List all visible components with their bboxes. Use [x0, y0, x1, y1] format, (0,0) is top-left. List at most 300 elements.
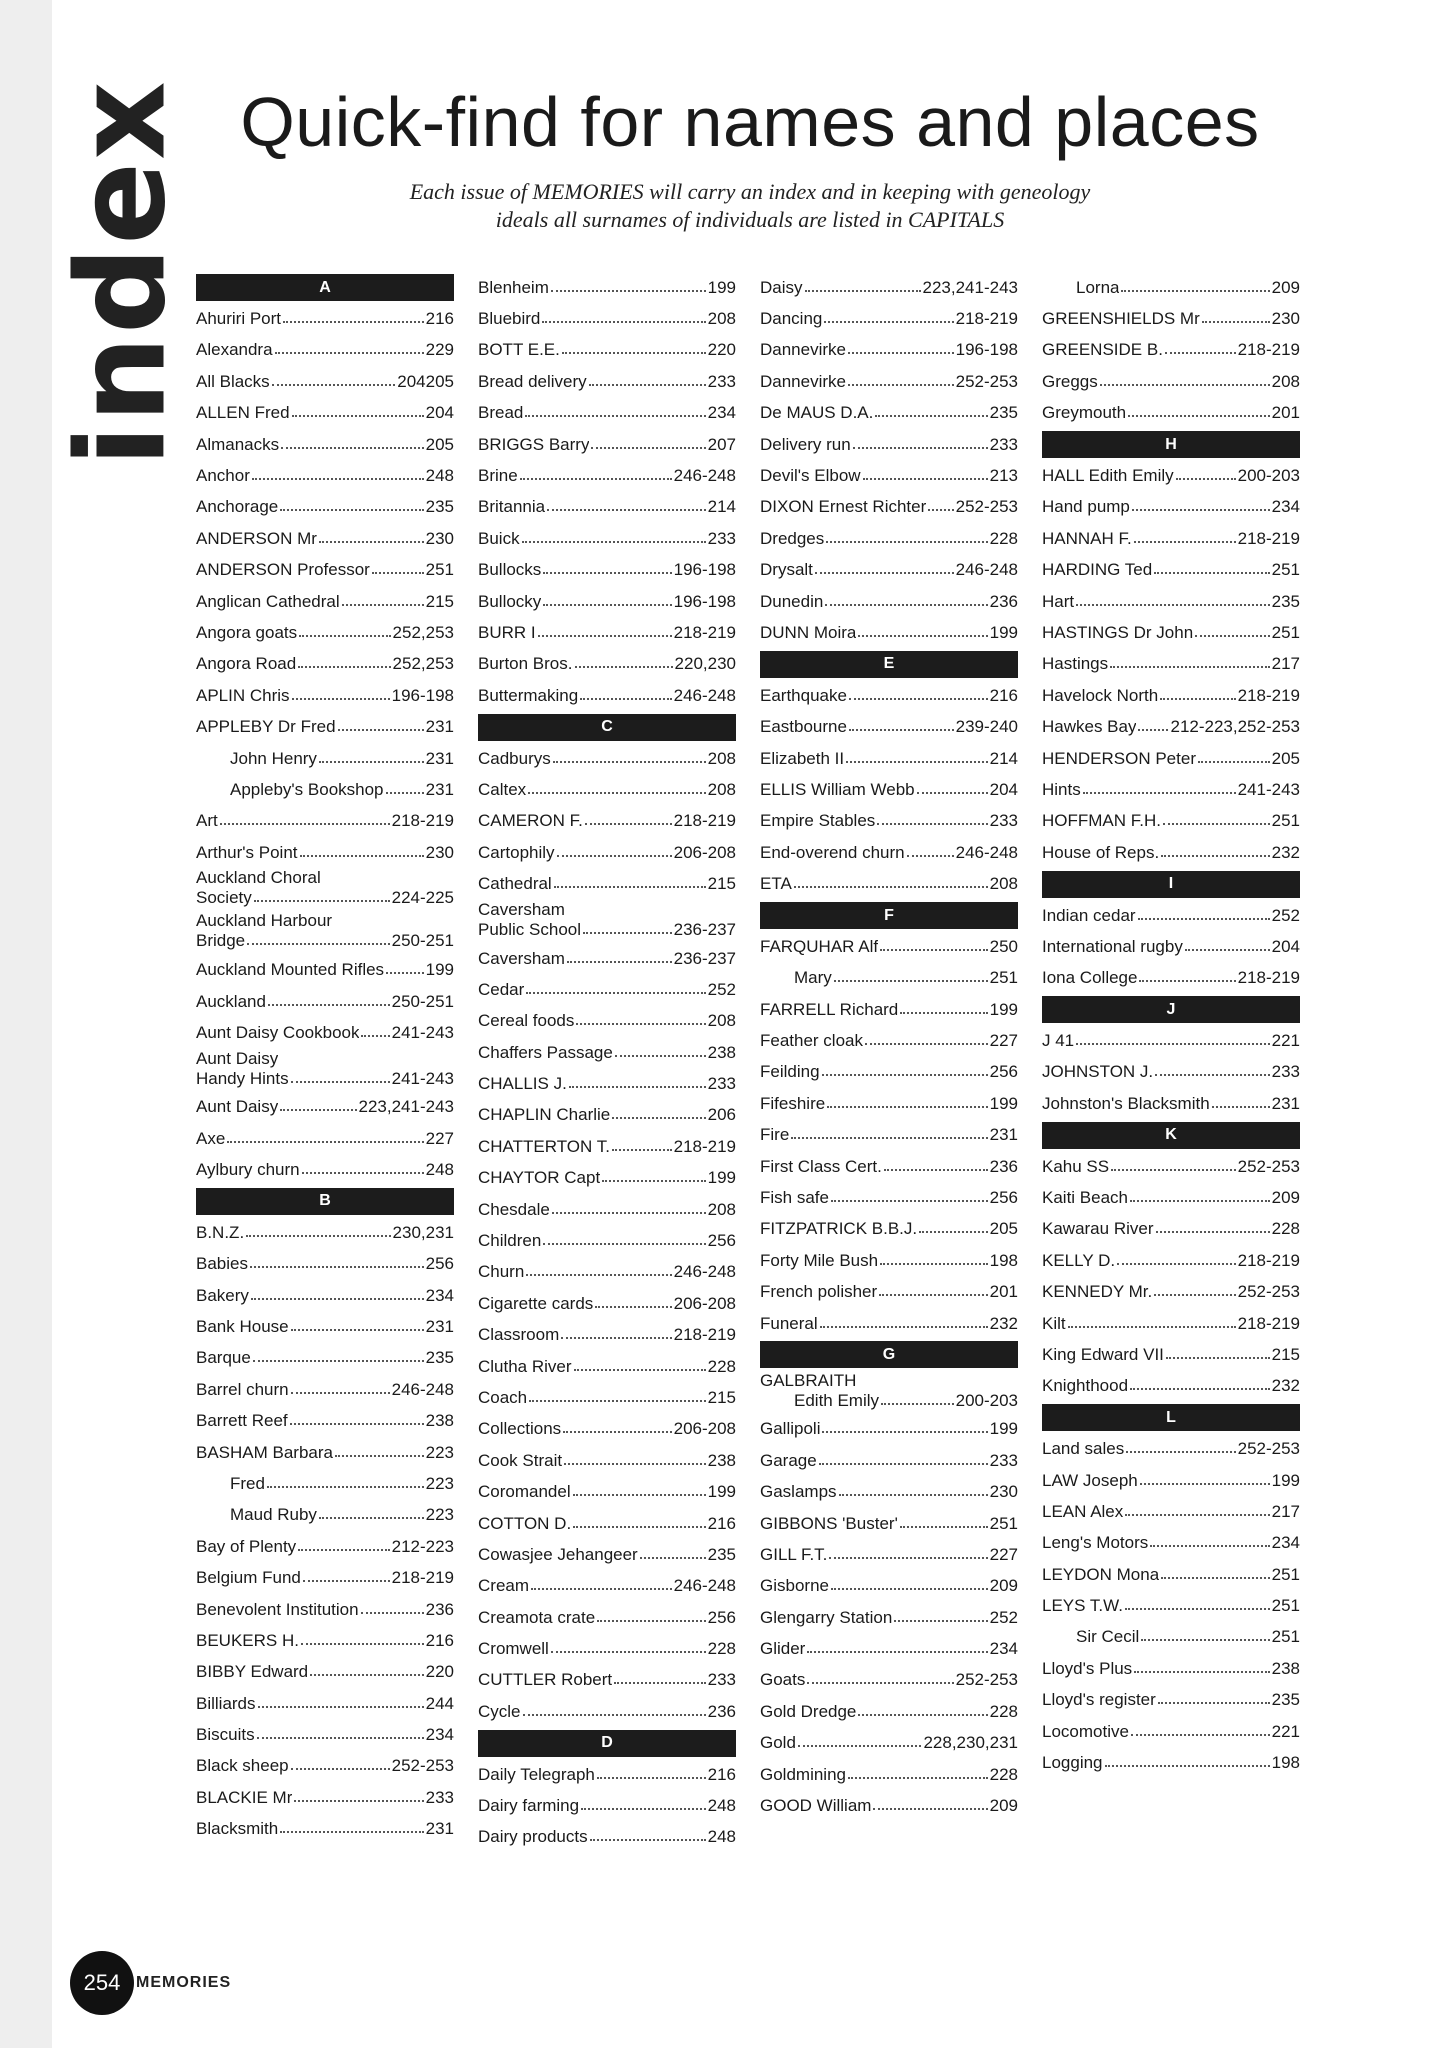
- entry-name: Feilding: [760, 1062, 820, 1082]
- index-entry: [478, 1100, 736, 1131]
- index-entry: [1042, 617, 1300, 648]
- entry-page: 229: [425, 340, 454, 360]
- letter-header: [1042, 994, 1300, 1025]
- entry-name: Hart: [1042, 591, 1075, 611]
- entry-page: 212-223: [391, 1536, 454, 1556]
- dot-leader: [1125, 1608, 1270, 1610]
- entry-page: 252-253: [1237, 1439, 1300, 1459]
- entry-page: 252-253: [955, 371, 1018, 391]
- dot-leader: [875, 415, 987, 417]
- dot-leader: [1161, 855, 1269, 857]
- index-entry: [1042, 1308, 1300, 1339]
- entry-name: Hints: [1042, 779, 1081, 799]
- entry-name: Cedar: [478, 979, 525, 999]
- entry-name: LEAN Alex: [1042, 1501, 1124, 1521]
- entry-name: Coromandel: [478, 1482, 571, 1502]
- index-entry: [478, 1476, 736, 1507]
- dot-leader: [879, 1294, 987, 1296]
- index-entry: [478, 586, 736, 617]
- entry-page: 251: [1271, 1564, 1300, 1584]
- dot-leader: [551, 290, 706, 292]
- entry-name: Elizabeth II: [760, 748, 845, 768]
- entry-name: JOHNSTON J.: [1042, 1062, 1154, 1082]
- dot-leader: [275, 352, 424, 354]
- index-entry: [478, 1665, 736, 1696]
- entry-name: Hand pump: [1042, 497, 1130, 517]
- entry-continuation: [478, 920, 736, 940]
- entry-page: 218-219: [1237, 528, 1300, 548]
- index-entry: [478, 1163, 736, 1194]
- entry-page: 233: [707, 1670, 736, 1690]
- entry-page: 215: [425, 591, 454, 611]
- index-entry: [760, 1245, 1018, 1276]
- entry-page: 230: [425, 528, 454, 548]
- entry-name: Gallipoli: [760, 1419, 821, 1439]
- index-entry: [478, 555, 736, 586]
- entry-name: Dannevirke: [760, 340, 846, 360]
- dot-leader: [1068, 1326, 1236, 1328]
- entry-subname: Edith Emily: [794, 1390, 880, 1410]
- index-entry: [1042, 680, 1300, 711]
- index-entry: [760, 1790, 1018, 1821]
- index-entry: [478, 943, 736, 974]
- entry-page: 208: [1271, 371, 1300, 391]
- dot-leader: [268, 1004, 390, 1006]
- index-entry: [1042, 931, 1300, 962]
- entry-name: Gold Dredge: [760, 1701, 857, 1721]
- dot-leader: [1110, 666, 1269, 668]
- dot-leader: [564, 1463, 706, 1465]
- entry-page: 233: [989, 1450, 1018, 1470]
- dot-leader: [917, 792, 988, 794]
- dot-leader: [881, 1403, 954, 1405]
- entry-name: Havelock North: [1042, 685, 1159, 705]
- index-entry: [760, 586, 1018, 617]
- index-entry: [196, 1719, 454, 1750]
- entry-page: 216: [425, 309, 454, 329]
- dot-leader: [602, 1180, 705, 1182]
- entry-page: 199: [707, 1168, 736, 1188]
- dot-leader: [884, 1169, 988, 1171]
- entry-name: Burton Bros.: [478, 654, 573, 674]
- index-entry: [478, 366, 736, 397]
- entry-page: 206-208: [673, 1419, 736, 1439]
- letter-header: [196, 272, 454, 303]
- index-entry: [196, 492, 454, 523]
- entry-page: 235: [1271, 591, 1300, 611]
- index-entry: [478, 398, 736, 429]
- dot-leader: [848, 1777, 988, 1779]
- dot-leader: [280, 1109, 356, 1111]
- entry-page: 199: [989, 622, 1018, 642]
- index-entry: [478, 460, 736, 491]
- index-entry: [478, 1225, 736, 1256]
- entry-name: Cowasjee Jehangeer: [478, 1544, 638, 1564]
- entry-name: Land sales: [1042, 1439, 1125, 1459]
- entry-name: Ahuriri Port: [196, 309, 282, 329]
- entry-page: 217: [1271, 1501, 1300, 1521]
- index-entry: [1042, 460, 1300, 491]
- index-entry: [196, 523, 454, 554]
- dot-leader: [529, 1400, 705, 1402]
- entry-name: Lorna: [1076, 277, 1120, 297]
- entry-page: 252,253: [392, 622, 454, 642]
- index-entry: [1042, 1496, 1300, 1527]
- index-entry: [1042, 1339, 1300, 1370]
- dot-leader: [815, 572, 954, 574]
- entry-page: 204205: [397, 371, 454, 391]
- entry-name: BOTT E.E.: [478, 340, 560, 360]
- index-entry: [478, 1571, 736, 1602]
- dot-leader: [299, 635, 390, 637]
- dot-leader: [542, 321, 705, 323]
- index-column-2: [478, 272, 736, 1853]
- dot-leader: [831, 1200, 988, 1202]
- entry-name: Kawarau River: [1042, 1219, 1154, 1239]
- entry-page: 209: [989, 1576, 1018, 1596]
- entry-page: 252-253: [1237, 1156, 1300, 1176]
- entry-name: Glengarry Station: [760, 1607, 893, 1627]
- index-entry: [196, 1217, 454, 1248]
- letter-header: [760, 1339, 1018, 1370]
- entry-name: LEYS T.W.: [1042, 1596, 1123, 1616]
- entry-page: 232: [989, 1313, 1018, 1333]
- dot-leader: [531, 1588, 672, 1590]
- entry-page: 238: [707, 1042, 736, 1062]
- index-entry: [196, 617, 454, 648]
- dot-leader: [319, 761, 424, 763]
- entry-page: 236: [989, 591, 1018, 611]
- entry-name: Creamota crate: [478, 1607, 596, 1627]
- entry-name: Classroom: [478, 1325, 560, 1345]
- index-entry: [760, 1571, 1018, 1602]
- entry-subname: Handy Hints: [196, 1068, 289, 1088]
- dot-leader: [543, 1243, 705, 1245]
- entry-name: Brine: [478, 466, 518, 486]
- index-entry: [478, 1351, 736, 1382]
- index-entry: [1042, 963, 1300, 994]
- entry-page: 207: [707, 434, 736, 454]
- index-entry: [196, 1751, 454, 1782]
- entry-page: 238: [1271, 1658, 1300, 1678]
- entry-page: 232: [1271, 1376, 1300, 1396]
- entry-name: French polisher: [760, 1282, 878, 1302]
- entry-page: 227: [425, 1128, 454, 1148]
- dot-leader: [291, 1081, 390, 1083]
- entry-name: Cream: [478, 1576, 530, 1596]
- dot-leader: [612, 1149, 672, 1151]
- dot-leader: [522, 541, 706, 543]
- dot-leader: [858, 635, 987, 637]
- entry-name: BEUKERS H.: [196, 1630, 299, 1650]
- entry-page: 251: [1271, 811, 1300, 831]
- index-entry: [196, 1594, 454, 1625]
- index-entry: [1042, 272, 1300, 303]
- dot-leader: [597, 1620, 705, 1622]
- entry-name: Greggs: [1042, 371, 1098, 391]
- entry-name: Garage: [760, 1450, 817, 1470]
- index-entry: [1042, 1622, 1300, 1653]
- entry-name: ANDERSON Professor: [196, 560, 370, 580]
- index-entry: [760, 1539, 1018, 1570]
- entry-page: 218-219: [673, 1325, 736, 1345]
- entry-page: 223: [425, 1473, 454, 1493]
- index-entry: [760, 868, 1018, 899]
- index-entry: [478, 1006, 736, 1037]
- index-entry: [196, 1562, 454, 1593]
- entry-page: 233: [425, 1787, 454, 1807]
- index-entry: [478, 1508, 736, 1539]
- entry-name: Auckland: [196, 991, 266, 1011]
- entry-name: Bullocks: [478, 560, 542, 580]
- entry-name: COTTON D.: [478, 1513, 572, 1533]
- index-entry: [760, 1445, 1018, 1476]
- entry-page: 234: [989, 1639, 1018, 1659]
- entry-name: FARQUHAR Alf: [760, 936, 879, 956]
- index-entry: [1042, 1716, 1300, 1747]
- entry-page: 227: [989, 1544, 1018, 1564]
- subtitle-line-1: Each issue of MEMORIES will carry an index and in keeping with geneology: [409, 179, 1091, 204]
- entry-name: BLACKIE Mr: [196, 1787, 293, 1807]
- entry-page: 248: [425, 466, 454, 486]
- dot-leader: [831, 1588, 988, 1590]
- entry-page: 252,253: [392, 654, 454, 674]
- dot-leader: [580, 698, 671, 700]
- dot-leader: [301, 1643, 424, 1645]
- dot-leader: [298, 1549, 389, 1551]
- dot-leader: [543, 572, 671, 574]
- index-entry: [196, 1092, 454, 1123]
- dot-leader: [849, 698, 988, 700]
- entry-name: CHALLIS J.: [478, 1074, 567, 1094]
- entry-page: 244: [425, 1693, 454, 1713]
- entry-page: 218-219: [1237, 340, 1300, 360]
- entry-name: Arthur's Point: [196, 842, 298, 862]
- dot-leader: [583, 932, 672, 934]
- entry-page: 248: [707, 1796, 736, 1816]
- index-entry: [760, 523, 1018, 554]
- index-entry: [196, 837, 454, 868]
- entry-name: APLIN Chris: [196, 685, 290, 705]
- index-entry: [760, 680, 1018, 711]
- entry-page: 199: [989, 999, 1018, 1019]
- entry-name: ETA: [760, 874, 792, 894]
- index-entry: [196, 429, 454, 460]
- dot-leader: [292, 698, 390, 700]
- entry-page: 233: [1271, 1062, 1300, 1082]
- index-entry: [1042, 1433, 1300, 1464]
- dot-leader: [791, 1137, 987, 1139]
- entry-name: Aunt Daisy: [196, 1048, 279, 1068]
- index-entry: [478, 1759, 736, 1790]
- letter-header: [1042, 868, 1300, 899]
- dot-leader: [807, 1682, 953, 1684]
- index-entry: [478, 974, 736, 1005]
- dot-leader: [1083, 792, 1236, 794]
- entry-name: Fifeshire: [760, 1093, 826, 1113]
- entry-page: 196-198: [391, 685, 454, 705]
- entry-continuation: [794, 1391, 1018, 1411]
- entry-name: John Henry: [230, 748, 317, 768]
- dot-leader: [1134, 541, 1236, 543]
- index-entry: [1042, 900, 1300, 931]
- entry-name: FITZPATRICK B.B.J.: [760, 1219, 918, 1239]
- entry-name: Aunt Daisy: [196, 1097, 279, 1117]
- entry-name: Gold: [760, 1733, 796, 1753]
- index-entry: [1042, 1277, 1300, 1308]
- entry-page: 201: [989, 1282, 1018, 1302]
- entry-name: House of Reps.: [1042, 842, 1160, 862]
- entry-page: 208: [707, 748, 736, 768]
- dot-leader: [252, 478, 424, 480]
- dot-leader: [280, 1831, 423, 1833]
- dot-leader: [1130, 1200, 1270, 1202]
- entry-name: GOOD William: [760, 1796, 872, 1816]
- index-entry: [478, 429, 736, 460]
- entry-page: 200-203: [955, 1390, 1018, 1410]
- dot-leader: [880, 1263, 988, 1265]
- entry-name: Bread: [478, 403, 524, 423]
- index-entry: [196, 1311, 454, 1342]
- entry-name: Barrel churn: [196, 1379, 289, 1399]
- index-entry: [478, 837, 736, 868]
- index-entry: [760, 1088, 1018, 1119]
- index-entry: [1042, 1559, 1300, 1590]
- entry-page: 230: [425, 842, 454, 862]
- entry-page: 216: [425, 1630, 454, 1650]
- index-entry: [196, 1343, 454, 1374]
- index-entry: [1042, 711, 1300, 742]
- entry-page: 218-219: [1237, 968, 1300, 988]
- entry-name: Kaiti Beach: [1042, 1188, 1128, 1208]
- index-column-1: [196, 272, 454, 1845]
- index-entry: [478, 1633, 736, 1664]
- entry-page: 236: [707, 1701, 736, 1721]
- entry-page: 209: [1271, 277, 1300, 297]
- entry-page: 208: [989, 874, 1018, 894]
- dot-leader: [1105, 1765, 1270, 1767]
- entry-page: 196-198: [673, 560, 736, 580]
- entry-name: Dannevirke: [760, 371, 846, 391]
- magazine-name: MEMORIES: [136, 1974, 232, 1991]
- entry-page: 212-223,252-253: [1170, 717, 1300, 737]
- entry-page: 199: [707, 1482, 736, 1502]
- index-entry: [760, 806, 1018, 837]
- dot-leader: [1165, 352, 1236, 354]
- entry-name: Kahu SS: [1042, 1156, 1110, 1176]
- dot-leader: [1198, 761, 1270, 763]
- entry-name: Bluebird: [478, 309, 541, 329]
- dot-leader: [1111, 1169, 1236, 1171]
- dot-leader: [386, 972, 424, 974]
- entry-page: 196-198: [955, 340, 1018, 360]
- index-entry: [760, 931, 1018, 962]
- entry-name: Babies: [196, 1254, 248, 1274]
- entry-page: 208: [707, 779, 736, 799]
- entry-name: Blacksmith: [196, 1819, 279, 1839]
- dot-leader: [294, 1800, 423, 1802]
- entry-name: Forty Mile Bush: [760, 1250, 879, 1270]
- entry-name: Gisborne: [760, 1576, 829, 1596]
- dot-leader: [894, 1620, 987, 1622]
- dot-leader: [589, 384, 706, 386]
- index-entry: [478, 1257, 736, 1288]
- index-entry: [760, 1696, 1018, 1727]
- dot-leader: [526, 1274, 671, 1276]
- dot-leader: [525, 415, 705, 417]
- letter-header: [196, 1186, 454, 1217]
- letter-header: [1042, 1120, 1300, 1151]
- index-entry: [760, 1182, 1018, 1213]
- entry-name: Mary: [794, 968, 832, 988]
- dot-leader: [291, 1329, 424, 1331]
- entry-name: Auckland Mounted Rifles: [196, 960, 385, 980]
- entry-name: DUNN Moira: [760, 622, 857, 642]
- index-entry: [478, 1790, 736, 1821]
- entry-name: Clutha River: [478, 1356, 572, 1376]
- entry-name: Delivery run: [760, 434, 851, 454]
- entry-page: 220: [707, 340, 736, 360]
- index-entry: [760, 994, 1018, 1025]
- dot-leader: [865, 1043, 988, 1045]
- letter-header-label: I: [1042, 871, 1300, 898]
- entry-page: 199: [989, 1419, 1018, 1439]
- entry-name: Angora goats: [196, 622, 298, 642]
- entry-page: 223: [425, 1505, 454, 1525]
- entry-name: Hastings: [1042, 654, 1109, 674]
- entry-name: CAMERON F.: [478, 811, 583, 831]
- entry-page: 228: [707, 1639, 736, 1659]
- entry-name: Lloyd's Plus: [1042, 1658, 1133, 1678]
- entry-name: Cadburys: [478, 748, 551, 768]
- dot-leader: [1128, 415, 1270, 417]
- dot-leader: [526, 992, 705, 994]
- dot-leader: [1202, 321, 1270, 323]
- entry-page: 206: [707, 1105, 736, 1125]
- entry-name: Barrett Reef: [196, 1411, 288, 1431]
- entry-name: B.N.Z.: [196, 1222, 245, 1242]
- entry-page: 233: [707, 371, 736, 391]
- letter-header-label: J: [1042, 996, 1300, 1023]
- letter-header: [478, 1728, 736, 1759]
- index-entry: [760, 774, 1018, 805]
- entry-page: 228,230,231: [923, 1733, 1018, 1753]
- dot-leader: [849, 729, 954, 731]
- index-entry: [1042, 1747, 1300, 1778]
- letter-header-label: B: [196, 1188, 454, 1215]
- index-entry: [760, 1414, 1018, 1445]
- dot-leader: [280, 509, 423, 511]
- entry-page: 199: [1271, 1470, 1300, 1490]
- index-entry: [478, 1696, 736, 1727]
- dot-leader: [581, 1808, 706, 1810]
- entry-name: HARDING Ted: [1042, 560, 1153, 580]
- letter-header-label: A: [196, 274, 454, 301]
- entry-name: Drysalt: [760, 560, 813, 580]
- entry-page: 236-237: [673, 919, 736, 939]
- dot-leader: [640, 1557, 706, 1559]
- index-entry: [1042, 492, 1300, 523]
- dot-leader: [1134, 1671, 1269, 1673]
- dot-leader: [822, 1074, 988, 1076]
- dot-leader: [919, 1231, 988, 1233]
- dot-leader: [528, 792, 705, 794]
- index-entry: [196, 986, 454, 1017]
- entry-name: Dredges: [760, 528, 825, 548]
- entry-page: 238: [425, 1411, 454, 1431]
- index-entry: [760, 1665, 1018, 1696]
- index-entry: [760, 1214, 1018, 1245]
